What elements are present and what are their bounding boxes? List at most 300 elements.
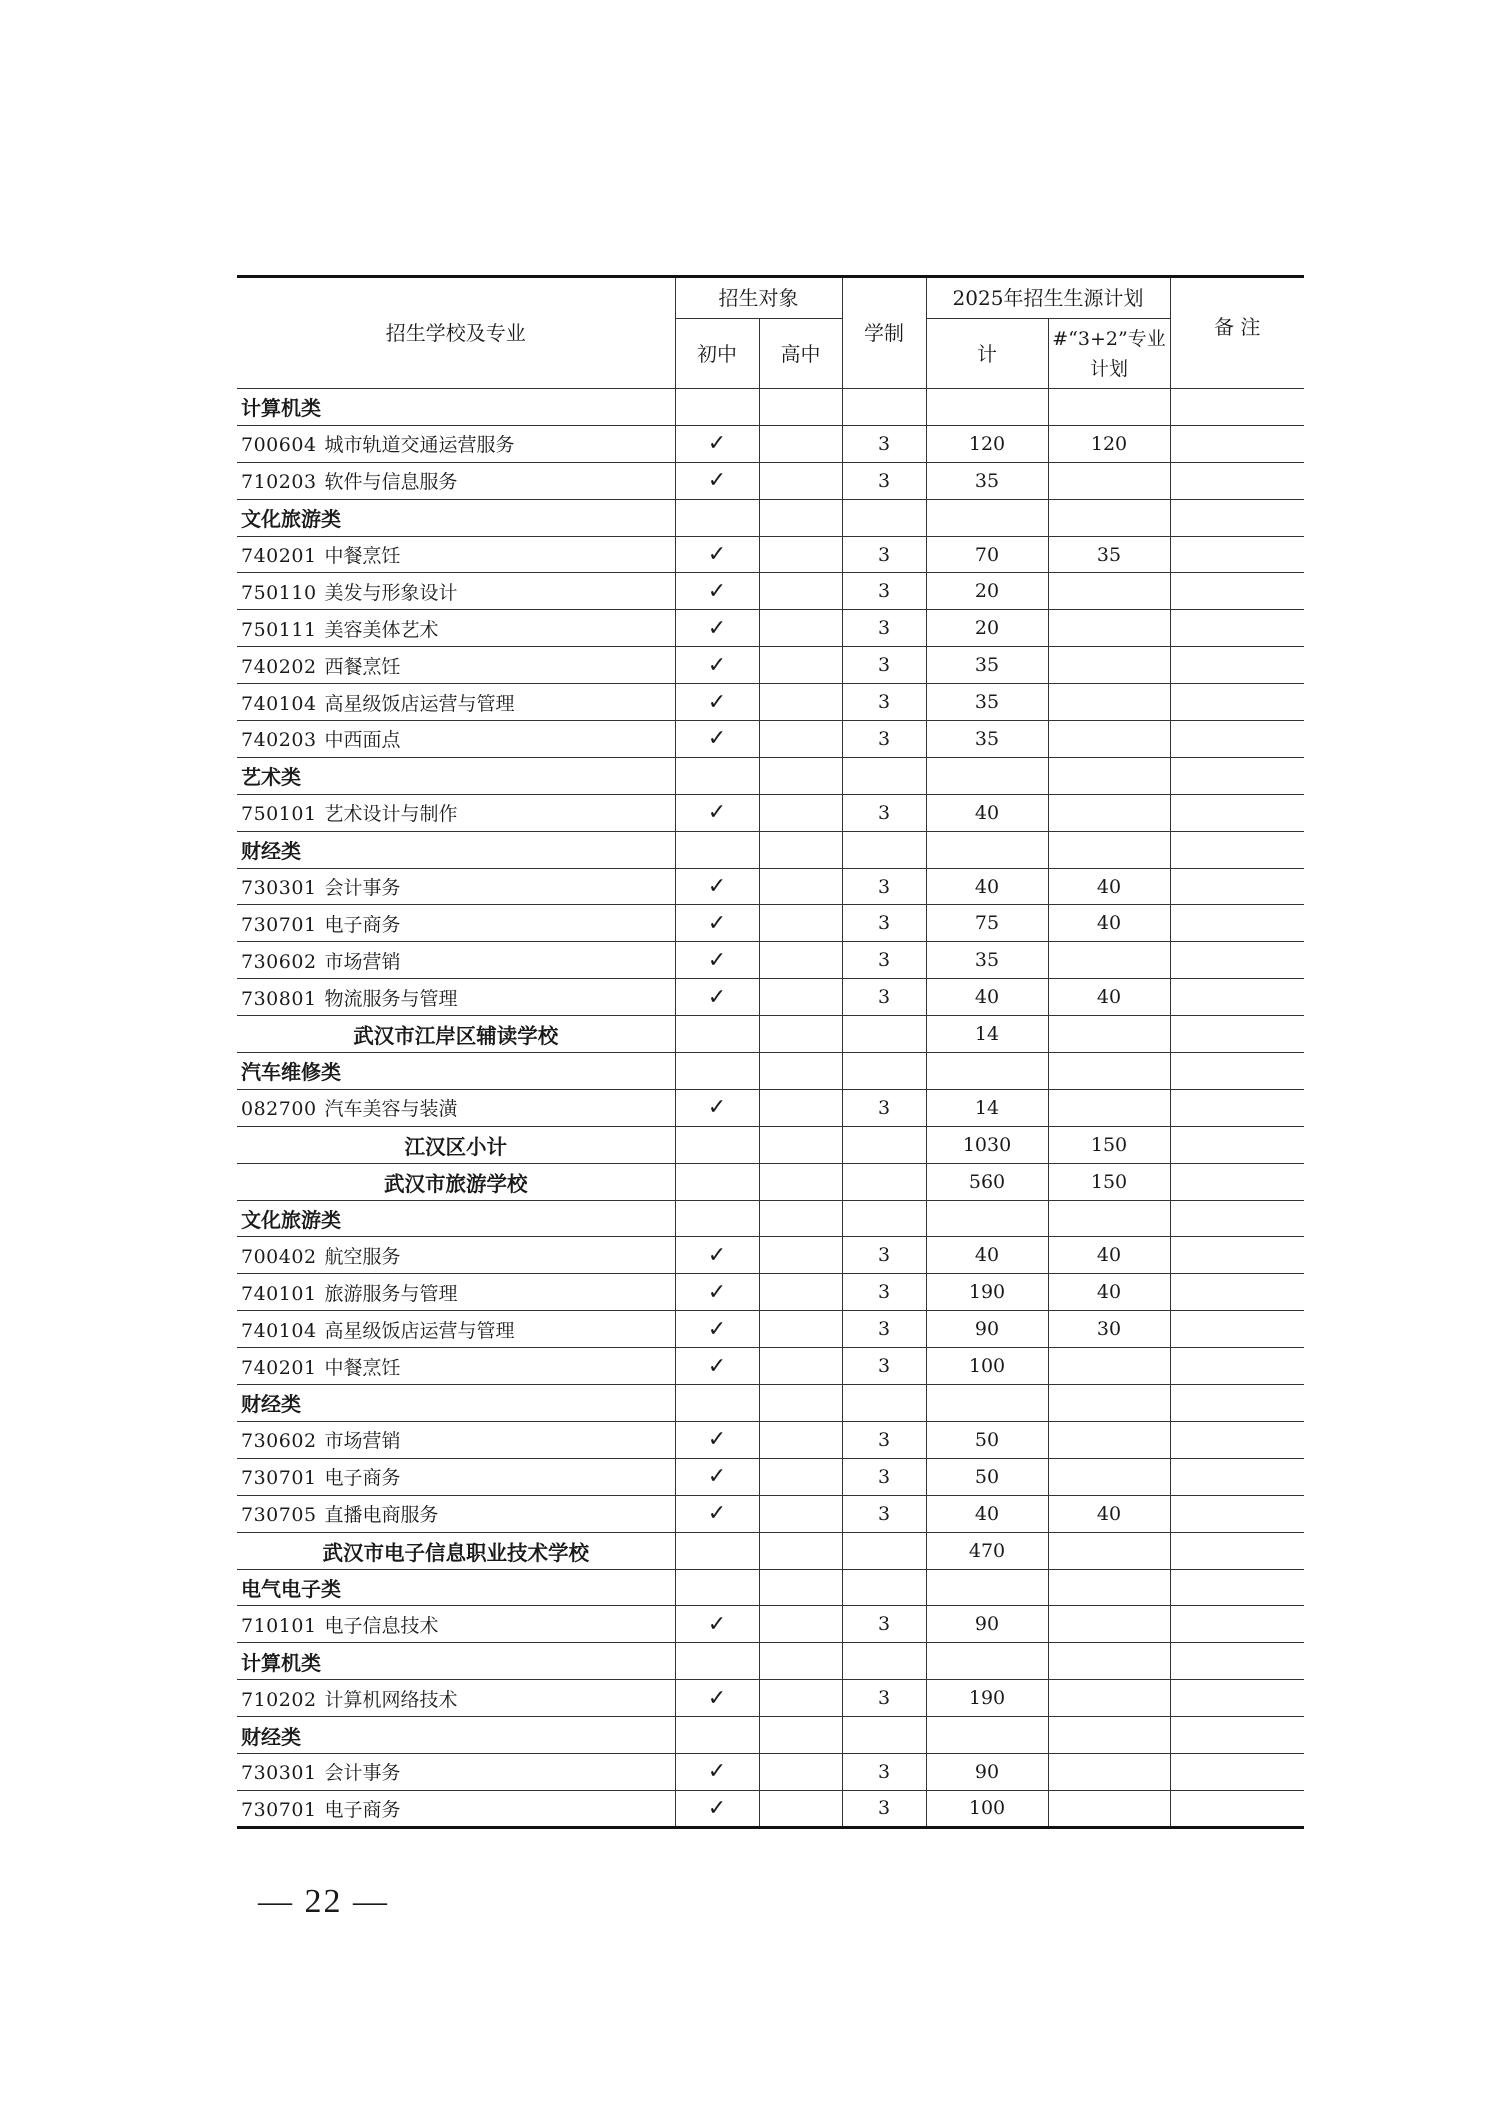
plan312-cell: 150 <box>1048 1126 1170 1163</box>
school-row <box>237 1126 1304 1163</box>
major-cell <box>237 942 675 979</box>
remarks-cell <box>1170 1606 1304 1643</box>
category-row <box>237 1643 1304 1680</box>
senior-cell <box>759 1053 842 1090</box>
junior-cell <box>675 1053 759 1090</box>
senior-cell <box>759 536 842 573</box>
junior-cell <box>675 425 759 462</box>
category-label: 文化旅游类 <box>237 1200 675 1237</box>
category-row <box>237 1200 1304 1237</box>
plan312-cell <box>1048 462 1170 499</box>
check-icon: ✓ <box>707 1759 727 1785</box>
major-name: 中西面点 <box>324 729 401 752</box>
page-number: — 22 — <box>258 1883 389 1920</box>
junior-cell <box>675 1126 759 1163</box>
junior-cell <box>675 1016 759 1053</box>
category-label: 电气电子类 <box>237 1569 675 1606</box>
major-cell <box>237 1237 675 1274</box>
major-name: 电子商务 <box>324 913 401 936</box>
senior-cell <box>759 610 842 647</box>
check-icon: ✓ <box>707 1611 727 1637</box>
table-row <box>237 1274 1304 1311</box>
plan312-cell <box>1048 721 1170 758</box>
major-code: 082700 <box>241 1098 317 1121</box>
junior-cell <box>675 1458 759 1495</box>
major-cell <box>237 425 675 462</box>
plan312-cell <box>1048 389 1170 426</box>
senior-cell <box>759 1680 842 1717</box>
remarks-cell <box>1170 1495 1304 1532</box>
remarks-cell <box>1170 1532 1304 1569</box>
enrollment-plan-table <box>237 275 1304 1829</box>
header-plan-312: #“3+2”专业计划 <box>1048 319 1170 389</box>
major-name: 航空服务 <box>324 1245 401 1268</box>
total-cell: 14 <box>926 1016 1048 1053</box>
major-code: 730701 <box>241 1467 317 1490</box>
remarks-cell <box>1170 1753 1304 1790</box>
junior-cell <box>675 979 759 1016</box>
plan312-cell <box>1048 1753 1170 1790</box>
duration-cell <box>842 757 926 794</box>
major-code: 710101 <box>241 1614 317 1637</box>
major-name: 电子信息技术 <box>324 1614 439 1637</box>
junior-cell <box>675 1532 759 1569</box>
major-cell <box>237 794 675 831</box>
check-icon: ✓ <box>707 1795 727 1821</box>
senior-cell <box>759 647 842 684</box>
junior-cell <box>675 389 759 426</box>
remarks-cell <box>1170 1717 1304 1754</box>
category-row <box>237 1569 1304 1606</box>
plan312-cell <box>1048 1790 1170 1827</box>
table-row <box>237 1348 1304 1385</box>
category-row <box>237 1385 1304 1422</box>
table-row <box>237 647 1304 684</box>
duration-cell: 3 <box>842 1680 926 1717</box>
check-icon: ✓ <box>707 542 727 567</box>
total-cell: 50 <box>926 1458 1048 1495</box>
junior-cell <box>675 1200 759 1237</box>
remarks-cell <box>1170 1089 1304 1126</box>
major-code: 740101 <box>241 1282 317 1305</box>
table-row <box>237 610 1304 647</box>
duration-cell <box>842 1126 926 1163</box>
total-cell <box>926 1643 1048 1680</box>
major-code: 740203 <box>241 729 317 752</box>
junior-cell <box>675 1421 759 1458</box>
major-cell <box>237 1495 675 1532</box>
table-row <box>237 1606 1304 1643</box>
junior-cell <box>675 647 759 684</box>
major-cell <box>237 647 675 684</box>
duration-cell: 3 <box>842 979 926 1016</box>
duration-cell: 3 <box>842 721 926 758</box>
category-label: 财经类 <box>237 1717 675 1754</box>
category-label: 财经类 <box>237 1385 675 1422</box>
remarks-cell <box>1170 1643 1304 1680</box>
senior-cell <box>759 389 842 426</box>
major-name: 艺术设计与制作 <box>324 803 458 826</box>
table-row <box>237 1680 1304 1717</box>
senior-cell <box>759 1126 842 1163</box>
major-name: 会计事务 <box>324 1762 401 1785</box>
remarks-cell <box>1170 1200 1304 1237</box>
duration-cell <box>842 1200 926 1237</box>
junior-cell <box>675 499 759 536</box>
category-row <box>237 831 1304 868</box>
remarks-cell <box>1170 1569 1304 1606</box>
total-cell <box>926 831 1048 868</box>
total-cell: 100 <box>926 1348 1048 1385</box>
total-cell: 20 <box>926 610 1048 647</box>
duration-cell: 3 <box>842 1348 926 1385</box>
junior-cell <box>675 1753 759 1790</box>
table-row <box>237 1753 1304 1790</box>
junior-cell <box>675 1274 759 1311</box>
senior-cell <box>759 1348 842 1385</box>
senior-cell <box>759 1421 842 1458</box>
duration-cell <box>842 1385 926 1422</box>
major-code: 730602 <box>241 1430 317 1453</box>
duration-cell: 3 <box>842 1495 926 1532</box>
total-cell <box>926 1200 1048 1237</box>
major-cell <box>237 684 675 721</box>
duration-cell: 3 <box>842 1311 926 1348</box>
total-cell: 75 <box>926 905 1048 942</box>
school-name: 江汉区小计 <box>237 1126 675 1163</box>
plan312-cell <box>1048 1532 1170 1569</box>
senior-cell <box>759 1495 842 1532</box>
table-row <box>237 1458 1304 1495</box>
major-cell <box>237 1458 675 1495</box>
check-icon: ✓ <box>707 1242 727 1268</box>
table-row <box>237 1421 1304 1458</box>
check-icon: ✓ <box>707 726 727 752</box>
plan312-cell <box>1048 794 1170 831</box>
remarks-cell <box>1170 1163 1304 1200</box>
junior-cell <box>675 1717 759 1754</box>
duration-cell: 3 <box>842 1237 926 1274</box>
major-name: 会计事务 <box>324 877 401 900</box>
remarks-cell <box>1170 1458 1304 1495</box>
check-icon: ✓ <box>707 689 727 715</box>
category-label: 文化旅游类 <box>237 499 675 536</box>
major-name: 西餐烹饪 <box>324 655 401 678</box>
junior-cell <box>675 757 759 794</box>
senior-cell <box>759 1237 842 1274</box>
plan312-cell <box>1048 757 1170 794</box>
check-icon: ✓ <box>707 652 727 678</box>
senior-cell <box>759 757 842 794</box>
plan312-cell <box>1048 1385 1170 1422</box>
major-cell <box>237 721 675 758</box>
junior-cell <box>675 1089 759 1126</box>
plan312-cell <box>1048 1348 1170 1385</box>
senior-cell <box>759 942 842 979</box>
junior-cell <box>675 684 759 721</box>
plan312-cell: 120 <box>1048 425 1170 462</box>
total-cell: 40 <box>926 1495 1048 1532</box>
plan312-cell <box>1048 1421 1170 1458</box>
duration-cell <box>842 1016 926 1053</box>
major-cell <box>237 979 675 1016</box>
table-row <box>237 1237 1304 1274</box>
major-cell <box>237 1274 675 1311</box>
check-icon: ✓ <box>707 1464 727 1490</box>
major-code: 700604 <box>241 434 317 457</box>
check-icon: ✓ <box>707 910 727 936</box>
duration-cell: 3 <box>842 942 926 979</box>
major-code: 710202 <box>241 1688 317 1711</box>
major-code: 730801 <box>241 987 317 1010</box>
plan312-cell <box>1048 684 1170 721</box>
plan312-cell <box>1048 1053 1170 1090</box>
major-cell <box>237 1421 675 1458</box>
duration-cell <box>842 1717 926 1754</box>
total-cell: 560 <box>926 1163 1048 1200</box>
remarks-cell <box>1170 1016 1304 1053</box>
check-icon: ✓ <box>707 1427 727 1453</box>
header-school-major: 招生学校及专业 <box>237 277 675 389</box>
remarks-cell <box>1170 684 1304 721</box>
major-code: 750101 <box>241 803 317 826</box>
junior-cell <box>675 1348 759 1385</box>
duration-cell <box>842 499 926 536</box>
plan312-cell <box>1048 1643 1170 1680</box>
senior-cell <box>759 499 842 536</box>
table-row <box>237 868 1304 905</box>
total-cell: 50 <box>926 1421 1048 1458</box>
senior-cell <box>759 1643 842 1680</box>
senior-cell <box>759 684 842 721</box>
duration-cell <box>842 389 926 426</box>
senior-cell <box>759 1385 842 1422</box>
check-icon: ✓ <box>707 1685 727 1711</box>
major-code: 740202 <box>241 655 317 678</box>
plan312-cell <box>1048 1569 1170 1606</box>
remarks-cell <box>1170 868 1304 905</box>
table-row <box>237 979 1304 1016</box>
major-cell <box>237 1680 675 1717</box>
major-name: 中餐烹饪 <box>324 1356 401 1379</box>
junior-cell <box>675 1643 759 1680</box>
major-code: 730301 <box>241 877 317 900</box>
total-cell: 14 <box>926 1089 1048 1126</box>
junior-cell <box>675 1680 759 1717</box>
junior-cell <box>675 1385 759 1422</box>
school-name: 武汉市旅游学校 <box>237 1163 675 1200</box>
plan312-cell <box>1048 1717 1170 1754</box>
senior-cell <box>759 462 842 499</box>
senior-cell <box>759 1753 842 1790</box>
school-name: 武汉市电子信息职业技术学校 <box>237 1532 675 1569</box>
total-cell: 90 <box>926 1311 1048 1348</box>
junior-cell <box>675 1311 759 1348</box>
total-cell: 190 <box>926 1680 1048 1717</box>
major-cell <box>237 462 675 499</box>
table-row <box>237 536 1304 573</box>
header-remarks: 备 注 <box>1170 277 1304 389</box>
plan312-cell <box>1048 499 1170 536</box>
remarks-cell <box>1170 573 1304 610</box>
plan312-cell <box>1048 1680 1170 1717</box>
junior-cell <box>675 1790 759 1827</box>
major-cell <box>237 610 675 647</box>
plan312-cell: 40 <box>1048 868 1170 905</box>
duration-cell: 3 <box>842 1274 926 1311</box>
major-cell <box>237 905 675 942</box>
remarks-cell <box>1170 1311 1304 1348</box>
major-code: 700402 <box>241 1245 317 1268</box>
plan312-cell: 40 <box>1048 1274 1170 1311</box>
header-senior: 高中 <box>759 319 842 389</box>
total-cell: 40 <box>926 979 1048 1016</box>
plan312-cell: 35 <box>1048 536 1170 573</box>
total-cell: 90 <box>926 1606 1048 1643</box>
senior-cell <box>759 1532 842 1569</box>
total-cell: 470 <box>926 1532 1048 1569</box>
major-cell <box>237 1753 675 1790</box>
check-icon: ✓ <box>707 1279 727 1305</box>
junior-cell <box>675 573 759 610</box>
duration-cell: 3 <box>842 647 926 684</box>
remarks-cell <box>1170 979 1304 1016</box>
duration-cell: 3 <box>842 1790 926 1827</box>
plan312-cell <box>1048 573 1170 610</box>
senior-cell <box>759 905 842 942</box>
plan312-cell <box>1048 1089 1170 1126</box>
major-cell <box>237 1311 675 1348</box>
senior-cell <box>759 1274 842 1311</box>
major-cell <box>237 1348 675 1385</box>
table-row <box>237 573 1304 610</box>
category-row <box>237 1717 1304 1754</box>
senior-cell <box>759 831 842 868</box>
total-cell <box>926 389 1048 426</box>
remarks-cell <box>1170 721 1304 758</box>
remarks-cell <box>1170 942 1304 979</box>
check-icon: ✓ <box>707 800 727 826</box>
category-row <box>237 1053 1304 1090</box>
table-row <box>237 1790 1304 1827</box>
total-cell: 100 <box>926 1790 1048 1827</box>
check-icon: ✓ <box>707 578 727 604</box>
total-cell <box>926 1569 1048 1606</box>
header-target: 招生对象 <box>675 277 842 319</box>
check-icon: ✓ <box>707 468 727 494</box>
senior-cell <box>759 1458 842 1495</box>
remarks-cell <box>1170 462 1304 499</box>
junior-cell <box>675 462 759 499</box>
category-row <box>237 757 1304 794</box>
junior-cell <box>675 610 759 647</box>
total-cell: 40 <box>926 794 1048 831</box>
table-row <box>237 684 1304 721</box>
category-label: 计算机类 <box>237 1643 675 1680</box>
duration-cell: 3 <box>842 905 926 942</box>
duration-cell <box>842 1053 926 1090</box>
total-cell: 190 <box>926 1274 1048 1311</box>
total-cell: 40 <box>926 868 1048 905</box>
check-icon: ✓ <box>707 615 727 641</box>
duration-cell <box>842 831 926 868</box>
senior-cell <box>759 868 842 905</box>
major-code: 710203 <box>241 471 317 494</box>
major-code: 730705 <box>241 1504 317 1527</box>
remarks-cell <box>1170 1385 1304 1422</box>
major-code: 740104 <box>241 1319 317 1342</box>
total-cell: 40 <box>926 1237 1048 1274</box>
remarks-cell <box>1170 1053 1304 1090</box>
check-icon: ✓ <box>707 874 727 900</box>
check-icon: ✓ <box>707 431 727 457</box>
plan312-cell <box>1048 1606 1170 1643</box>
total-cell: 35 <box>926 684 1048 721</box>
category-label: 艺术类 <box>237 757 675 794</box>
total-cell <box>926 1053 1048 1090</box>
junior-cell <box>675 905 759 942</box>
duration-cell: 3 <box>842 536 926 573</box>
remarks-cell <box>1170 1680 1304 1717</box>
total-cell: 35 <box>926 942 1048 979</box>
school-row <box>237 1532 1304 1569</box>
junior-cell <box>675 831 759 868</box>
duration-cell: 3 <box>842 462 926 499</box>
plan312-cell: 30 <box>1048 1311 1170 1348</box>
senior-cell <box>759 1016 842 1053</box>
total-cell <box>926 1717 1048 1754</box>
plan312-cell <box>1048 1016 1170 1053</box>
major-code: 740104 <box>241 692 317 715</box>
total-cell <box>926 499 1048 536</box>
major-name: 汽车美容与装潢 <box>324 1098 458 1121</box>
duration-cell: 3 <box>842 1753 926 1790</box>
duration-cell <box>842 1163 926 1200</box>
check-icon: ✓ <box>707 984 727 1010</box>
remarks-cell <box>1170 1274 1304 1311</box>
category-label: 计算机类 <box>237 389 675 426</box>
senior-cell <box>759 1163 842 1200</box>
total-cell: 35 <box>926 462 1048 499</box>
major-name: 高星级饭店运营与管理 <box>324 1319 515 1342</box>
check-icon: ✓ <box>707 947 727 973</box>
school-name: 武汉市江岸区辅读学校 <box>237 1016 675 1053</box>
major-name: 电子商务 <box>324 1798 401 1821</box>
total-cell: 35 <box>926 647 1048 684</box>
table-row <box>237 462 1304 499</box>
total-cell: 1030 <box>926 1126 1048 1163</box>
major-name: 美容美体艺术 <box>324 618 439 641</box>
remarks-cell <box>1170 425 1304 462</box>
remarks-cell <box>1170 1237 1304 1274</box>
junior-cell <box>675 794 759 831</box>
major-code: 730701 <box>241 1798 317 1821</box>
duration-cell: 3 <box>842 1606 926 1643</box>
major-name: 电子商务 <box>324 1467 401 1490</box>
major-cell <box>237 1089 675 1126</box>
duration-cell: 3 <box>842 425 926 462</box>
junior-cell <box>675 1237 759 1274</box>
duration-cell: 3 <box>842 868 926 905</box>
table-row <box>237 1495 1304 1532</box>
school-row <box>237 1163 1304 1200</box>
major-name: 高星级饭店运营与管理 <box>324 692 515 715</box>
plan312-cell <box>1048 831 1170 868</box>
major-code: 730301 <box>241 1762 317 1785</box>
header-duration: 学制 <box>842 277 926 389</box>
remarks-cell <box>1170 536 1304 573</box>
junior-cell <box>675 1495 759 1532</box>
